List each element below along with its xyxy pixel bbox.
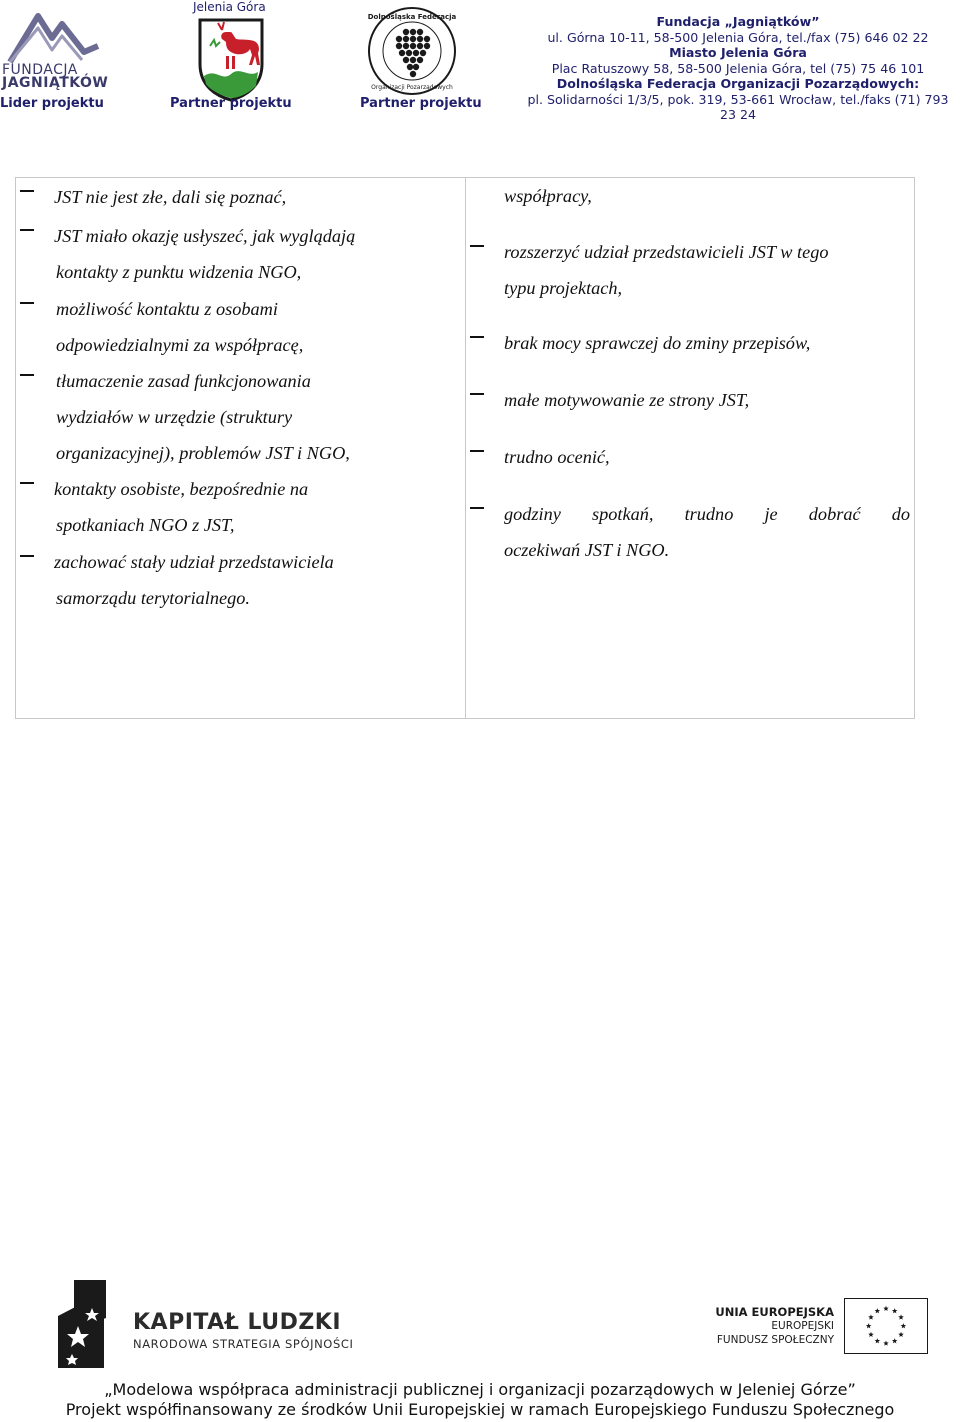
list-item xyxy=(504,439,910,475)
eu-text-block xyxy=(700,1305,834,1347)
eu-star-icon xyxy=(875,1308,880,1313)
dash-bullet xyxy=(20,482,34,484)
dash-bullet xyxy=(470,245,484,247)
eu-star-icon xyxy=(868,1314,873,1319)
list-item xyxy=(54,179,464,215)
eu-line1: UNIA EUROPEJSKA xyxy=(715,1305,834,1319)
list-item xyxy=(54,291,464,363)
seal-top-text: Dolnośląska Federacja xyxy=(367,13,457,21)
eu-star-icon xyxy=(892,1308,897,1313)
item-line: typu projektach, xyxy=(504,278,623,298)
contact-line: Miasto Jelenia Góra xyxy=(669,45,807,60)
continuation-line xyxy=(504,178,910,214)
eu-star-icon xyxy=(866,1323,871,1328)
list-item xyxy=(504,325,910,361)
item-line: oczekiwań JST i NGO. xyxy=(504,540,670,560)
eu-star-icon xyxy=(883,1306,888,1311)
contact-line: Plac Ratuszowy 58, 58-500 Jelenia Góra, tel (75) 75 46 101 xyxy=(551,60,925,76)
item-line: samorządu terytorialnego. xyxy=(56,588,250,608)
kl-title: KAPITAŁ LUDZKI xyxy=(133,1310,342,1335)
letterhead xyxy=(0,0,960,120)
list-item xyxy=(54,544,464,616)
list-item xyxy=(504,496,910,568)
dfop-seal-logo xyxy=(366,5,458,97)
list-item xyxy=(504,382,910,418)
dash-bullet xyxy=(20,190,34,192)
project-title: „Modelowa współpraca administracji publicznej i organizacji pozarządowych w Jeleniej Górze” xyxy=(104,1380,856,1399)
partner1-label: Partner projektu xyxy=(170,96,292,111)
eu-star-icon xyxy=(898,1314,903,1319)
dash-bullet xyxy=(20,229,34,231)
dash-bullet xyxy=(20,302,34,304)
item-line: JST nie jest złe, dali się poznać, xyxy=(54,187,287,207)
item-line: wydziałów w urzędzie (struktury xyxy=(56,407,293,427)
item-line: godziny spotkań, trudno je dobrać do xyxy=(504,504,910,524)
cofinance-note: Projekt współfinansowany ze środków Unii Europejskiej w ramach Europejskiego Funduszu Społecznego xyxy=(65,1400,895,1419)
partner2-label: Partner projektu xyxy=(360,96,482,111)
item-line: organizacyjnej), problemów JST i NGO, xyxy=(56,443,350,463)
contact-line: ul. Górna 10-11, 58-500 Jelenia Góra, tel./fax (75) 646 02 22 xyxy=(547,29,929,45)
item-line: tłumaczenie zasad funkcjonowania xyxy=(56,371,311,391)
item-line: kontakty z punktu widzenia NGO, xyxy=(56,262,302,282)
lead-logo-line2: JAGNIĄTKÓW xyxy=(2,75,109,91)
contact-block xyxy=(518,14,958,123)
list-item xyxy=(54,471,464,543)
seal-bottom-text: Organizacji Pozarządowych xyxy=(371,84,453,91)
item-line: kontakty osobiste, bezpośrednie na xyxy=(54,479,309,499)
lead-label: Lider projektu xyxy=(0,96,104,111)
item-line: brak mocy sprawczej do zminy przepisów, xyxy=(504,333,811,353)
dash-bullet xyxy=(20,555,34,557)
eu-star-icon xyxy=(901,1323,906,1328)
list-item xyxy=(54,363,464,471)
dash-bullet xyxy=(470,507,484,509)
kl-subtitle: NARODOWA STRATEGIA SPÓJNOŚCI xyxy=(133,1337,354,1351)
item-line: współpracy, xyxy=(504,186,592,206)
eu-line2: EUROPEJSKI xyxy=(771,1320,834,1332)
footer-text xyxy=(0,1380,960,1420)
item-line: JST miało okazję usłyszeć, jak wyglądają xyxy=(54,226,356,246)
dash-bullet xyxy=(470,336,484,338)
jelenia-gora-coat-of-arms xyxy=(196,16,266,102)
column-divider xyxy=(465,178,466,718)
eu-star-icon xyxy=(875,1338,880,1343)
eu-flag-icon xyxy=(844,1298,928,1354)
list-item xyxy=(504,234,910,306)
item-line: trudno ocenić, xyxy=(504,447,610,467)
content-table xyxy=(15,177,915,719)
contact-line: pl. Solidarności 1/3/5, pok. 319, 53-661 Wrocław, tel./faks (71) 793 23 24 xyxy=(527,91,949,122)
contact-line: Fundacja „Jagniątków” xyxy=(656,14,820,29)
item-line: małe motywowanie ze strony JST, xyxy=(504,390,750,410)
dash-bullet xyxy=(470,450,484,452)
eu-star-icon xyxy=(883,1340,888,1345)
item-line: zachować stały udział przedstawiciela xyxy=(54,552,334,572)
list-item xyxy=(54,218,464,290)
lead-logo-line1: FUNDACJA xyxy=(2,62,78,78)
dash-bullet xyxy=(470,393,484,395)
eu-star-icon xyxy=(868,1332,873,1337)
item-line: spotkaniach NGO z JST, xyxy=(56,515,235,535)
contact-line: Dolnośląska Federacja Organizacji Pozarządowych: xyxy=(556,76,920,91)
eu-star-icon xyxy=(892,1338,897,1343)
partner1-town: Jelenia Góra xyxy=(193,0,266,14)
dash-bullet xyxy=(20,374,34,376)
item-line: rozszerzyć udział przedstawicieli JST w tego xyxy=(504,242,829,262)
eu-star-icon xyxy=(898,1332,903,1337)
item-line: odpowiedzialnymi za współpracę, xyxy=(56,335,304,355)
lead-logo-text xyxy=(2,64,108,90)
eu-line3: FUNDUSZ SPOŁECZNY xyxy=(716,1334,834,1346)
item-line: możliwość kontaktu z osobami xyxy=(56,299,278,319)
